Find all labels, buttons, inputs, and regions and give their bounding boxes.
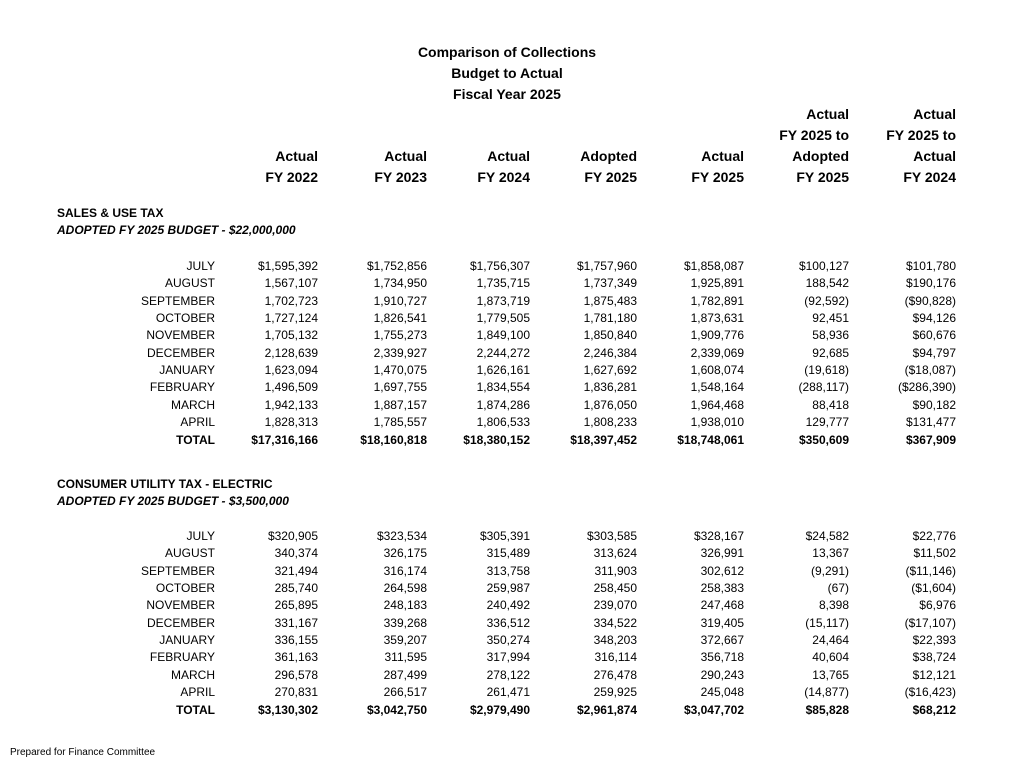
table-cell: $131,477: [905, 415, 956, 429]
table-cell: (14,877): [804, 685, 849, 699]
table-cell: $1,752,856: [366, 259, 427, 273]
table-cell: $2,979,490: [469, 703, 530, 717]
table-cell: 285,740: [274, 581, 318, 595]
table-cell: 2,246,384: [583, 346, 637, 360]
table-cell: 1,942,133: [264, 398, 318, 412]
table-cell: 13,765: [812, 668, 849, 682]
table-cell: $12,121: [912, 668, 956, 682]
table-cell: 1,850,840: [583, 328, 637, 342]
table-cell: 8,398: [818, 598, 849, 612]
table-cell: ($1,604): [911, 581, 956, 595]
table-row: [0, 667, 1014, 684]
table-cell: 1,496,509: [264, 380, 318, 394]
table-row: [0, 275, 1014, 292]
table-cell: 1,627,692: [583, 363, 637, 377]
table-cell: 1,548,164: [690, 380, 744, 394]
column-header-line: Actual: [384, 148, 427, 164]
table-cell: 258,383: [700, 581, 744, 595]
table-cell: $3,130,302: [257, 703, 318, 717]
table-cell: (9,291): [810, 564, 849, 578]
table-cell: 1,909,776: [690, 328, 744, 342]
table-cell: 1,608,074: [690, 363, 744, 377]
table-cell: (19,618): [804, 363, 849, 377]
month-label: MARCH: [171, 398, 215, 412]
column-header-line: Actual: [913, 148, 956, 164]
table-cell: 1,755,273: [373, 328, 427, 342]
month-label: APRIL: [180, 685, 215, 699]
table-cell: 1,705,132: [264, 328, 318, 342]
table-cell: $22,393: [912, 633, 956, 647]
footer-note: Prepared for Finance Committee: [10, 747, 156, 758]
table-cell: 316,114: [594, 650, 637, 664]
month-label: OCTOBER: [155, 581, 215, 595]
table-cell: $350,609: [798, 433, 849, 447]
month-label: FEBRUARY: [149, 650, 215, 664]
table-cell: 339,268: [383, 616, 427, 630]
table-cell: $367,909: [905, 433, 956, 447]
table-cell: 1,623,094: [264, 363, 318, 377]
table-cell: $94,797: [912, 346, 956, 360]
table-cell: 319,405: [700, 616, 744, 630]
table-cell: $68,212: [912, 703, 956, 717]
table-cell: 334,522: [593, 616, 637, 630]
table-cell: 13,367: [812, 546, 849, 560]
table-cell: $190,176: [905, 276, 956, 290]
table-cell: 265,895: [274, 598, 318, 612]
table-row: [0, 310, 1014, 327]
table-cell: 326,991: [700, 546, 744, 560]
table-row: [0, 414, 1014, 431]
table-cell: $1,595,392: [257, 259, 318, 273]
table-cell: $18,380,152: [463, 433, 530, 447]
table-cell: 1,910,727: [373, 294, 427, 308]
table-cell: $3,047,702: [683, 703, 744, 717]
table-cell: 266,517: [383, 685, 427, 699]
report-title-line1: Comparison of Collections: [417, 44, 597, 60]
month-label: APRIL: [180, 415, 215, 429]
table-cell: 1,964,468: [690, 398, 744, 412]
table-cell: $18,748,061: [677, 433, 744, 447]
table-cell: $22,776: [912, 529, 956, 543]
table-cell: 321,494: [274, 564, 318, 578]
column-header-line: Adopted: [580, 148, 637, 164]
month-label: MARCH: [171, 668, 215, 682]
table-cell: $323,534: [376, 529, 427, 543]
table-cell: 311,595: [384, 650, 427, 664]
table-cell: 315,489: [486, 546, 530, 560]
total-row: [0, 432, 1014, 449]
table-cell: $18,160,818: [360, 433, 427, 447]
column-header: [816, 104, 956, 188]
table-cell: ($11,146): [905, 564, 956, 578]
table-row: [0, 580, 1014, 597]
table-cell: 311,903: [594, 564, 637, 578]
table-cell: 1,925,891: [690, 276, 744, 290]
table-row: [0, 615, 1014, 632]
column-header-line: FY 2024: [477, 169, 530, 185]
table-cell: 302,612: [700, 564, 744, 578]
table-cell: $11,502: [913, 546, 956, 560]
total-row: [0, 702, 1014, 719]
table-cell: $24,582: [805, 529, 849, 543]
table-cell: 1,734,950: [373, 276, 427, 290]
table-cell: 1,781,180: [583, 311, 637, 325]
table-cell: ($18,087): [904, 363, 956, 377]
table-cell: 259,987: [486, 581, 530, 595]
column-header-line: Actual: [913, 106, 956, 122]
month-label: NOVEMBER: [146, 328, 215, 342]
table-cell: 1,735,715: [476, 276, 530, 290]
table-cell: $18,397,452: [570, 433, 637, 447]
table-cell: 1,873,631: [690, 311, 744, 325]
table-cell: ($90,828): [904, 294, 956, 308]
month-label: SEPTEMBER: [140, 294, 215, 308]
table-cell: 359,207: [383, 633, 427, 647]
table-cell: 1,875,483: [583, 294, 637, 308]
table-cell: $320,905: [267, 529, 318, 543]
column-header-line: FY 2025: [796, 169, 849, 185]
table-cell: 1,626,161: [476, 363, 530, 377]
table-cell: 348,203: [593, 633, 637, 647]
table-cell: $17,316,166: [251, 433, 318, 447]
table-cell: 296,578: [274, 668, 318, 682]
table-cell: 2,339,927: [373, 346, 427, 360]
table-cell: (92,592): [804, 294, 849, 308]
table-row: [0, 545, 1014, 562]
table-cell: $305,391: [479, 529, 530, 543]
table-cell: 240,492: [486, 598, 530, 612]
table-cell: 247,468: [700, 598, 744, 612]
table-cell: 261,471: [486, 685, 530, 699]
total-label: TOTAL: [176, 433, 215, 447]
table-row: [0, 528, 1014, 545]
table-row: [0, 258, 1014, 275]
report-title-line2: Budget to Actual: [451, 65, 563, 81]
table-cell: ($286,390): [897, 380, 956, 394]
table-cell: 313,624: [593, 546, 637, 560]
month-label: FEBRUARY: [149, 380, 215, 394]
table-cell: $303,585: [586, 529, 637, 543]
table-cell: $90,182: [912, 398, 956, 412]
table-cell: 248,183: [383, 598, 427, 612]
table-cell: 287,499: [383, 668, 427, 682]
table-cell: ($17,107): [904, 616, 956, 630]
table-row: [0, 563, 1014, 580]
table-cell: 129,777: [805, 415, 849, 429]
total-label: TOTAL: [176, 703, 215, 717]
table-row: [0, 649, 1014, 666]
table-cell: 1,938,010: [690, 415, 744, 429]
table-cell: $60,676: [912, 328, 956, 342]
table-cell: 350,274: [486, 633, 530, 647]
table-cell: 1,567,107: [264, 276, 318, 290]
section-budget-subtitle: ADOPTED FY 2025 BUDGET - $22,000,000: [57, 223, 296, 237]
table-cell: 258,450: [593, 581, 637, 595]
report-title-line3: Fiscal Year 2025: [453, 86, 561, 102]
table-cell: ($16,423): [904, 685, 956, 699]
table-cell: (67): [827, 581, 849, 595]
month-label: JANUARY: [159, 363, 215, 377]
table-row: [0, 597, 1014, 614]
table-cell: 1,697,755: [373, 380, 427, 394]
table-cell: 264,598: [383, 581, 427, 595]
column-header-line: Actual: [701, 148, 744, 164]
table-cell: 331,167: [274, 616, 318, 630]
month-label: JULY: [186, 259, 215, 273]
table-cell: 40,604: [812, 650, 849, 664]
table-cell: 92,451: [812, 311, 849, 325]
column-header-line: Actual: [487, 148, 530, 164]
table-row: [0, 397, 1014, 414]
table-cell: 1,702,723: [264, 294, 318, 308]
table-cell: 1,785,557: [373, 415, 427, 429]
table-cell: 276,478: [593, 668, 637, 682]
section-title: CONSUMER UTILITY TAX - ELECTRIC: [57, 477, 273, 491]
table-cell: 336,512: [486, 616, 530, 630]
section-title: SALES & USE TAX: [57, 206, 164, 220]
table-cell: 1,727,124: [264, 311, 318, 325]
table-cell: $100,127: [798, 259, 849, 273]
table-cell: (288,117): [798, 380, 849, 394]
column-header-line: FY 2022: [265, 169, 318, 185]
table-cell: $328,167: [693, 529, 744, 543]
table-cell: 336,155: [274, 633, 318, 647]
table-cell: 356,718: [700, 650, 744, 664]
table-cell: 278,122: [486, 668, 530, 682]
table-cell: 316,174: [383, 564, 427, 578]
column-header-line: FY 2025 to: [779, 127, 849, 143]
table-cell: $1,757,960: [576, 259, 637, 273]
column-header-line: FY 2025: [691, 169, 744, 185]
table-row: [0, 345, 1014, 362]
table-row: [0, 632, 1014, 649]
month-label: JANUARY: [159, 633, 215, 647]
month-label: DECEMBER: [146, 616, 215, 630]
table-row: [0, 684, 1014, 701]
table-cell: 1,806,533: [476, 415, 530, 429]
table-cell: (15,117): [805, 616, 849, 630]
column-header-line: FY 2025 to: [886, 127, 956, 143]
table-cell: 1,782,891: [690, 294, 744, 308]
month-label: JULY: [186, 529, 215, 543]
table-cell: $85,828: [805, 703, 849, 717]
table-cell: 239,070: [593, 598, 637, 612]
table-cell: 290,243: [700, 668, 744, 682]
table-cell: $1,756,307: [469, 259, 530, 273]
table-cell: 2,128,639: [264, 346, 318, 360]
table-cell: 326,175: [383, 546, 427, 560]
column-header-line: FY 2024: [903, 169, 956, 185]
month-label: OCTOBER: [155, 311, 215, 325]
table-cell: 259,925: [593, 685, 637, 699]
table-cell: 188,542: [805, 276, 849, 290]
table-cell: 340,374: [274, 546, 318, 560]
table-cell: 1,808,233: [583, 415, 637, 429]
table-cell: 2,339,069: [690, 346, 744, 360]
month-label: SEPTEMBER: [140, 564, 215, 578]
month-label: AUGUST: [164, 546, 215, 560]
month-label: DECEMBER: [146, 346, 215, 360]
table-cell: 1,826,541: [373, 311, 427, 325]
table-cell: 1,887,157: [373, 398, 427, 412]
table-cell: 58,936: [812, 328, 849, 342]
table-cell: 313,758: [486, 564, 530, 578]
table-cell: $38,724: [912, 650, 956, 664]
table-cell: 1,470,075: [373, 363, 427, 377]
table-cell: $1,858,087: [683, 259, 744, 273]
table-cell: $3,042,750: [366, 703, 427, 717]
table-cell: $2,961,874: [576, 703, 637, 717]
table-row: [0, 362, 1014, 379]
table-cell: 372,667: [700, 633, 744, 647]
column-header-line: Adopted: [792, 148, 849, 164]
column-header-line: FY 2023: [374, 169, 427, 185]
table-cell: 1,876,050: [583, 398, 637, 412]
table-cell: 92,685: [812, 346, 849, 360]
column-header-line: FY 2025: [584, 169, 637, 185]
table-cell: 1,828,313: [264, 415, 318, 429]
column-header-line: Actual: [275, 148, 318, 164]
month-label: NOVEMBER: [146, 598, 215, 612]
column-header-line: Actual: [806, 106, 849, 122]
section-budget-subtitle: ADOPTED FY 2025 BUDGET - $3,500,000: [57, 494, 289, 508]
table-cell: 1,873,719: [476, 294, 530, 308]
table-row: [0, 327, 1014, 344]
table-cell: $101,780: [905, 259, 956, 273]
table-cell: 88,418: [812, 398, 849, 412]
table-row: [0, 293, 1014, 310]
month-label: AUGUST: [164, 276, 215, 290]
table-cell: 1,874,286: [476, 398, 530, 412]
table-cell: 1,779,505: [476, 311, 530, 325]
table-row: [0, 379, 1014, 396]
table-cell: 1,737,349: [583, 276, 637, 290]
table-cell: 2,244,272: [476, 346, 530, 360]
table-cell: 1,849,100: [476, 328, 530, 342]
table-cell: 270,831: [274, 685, 318, 699]
table-cell: 361,163: [274, 650, 318, 664]
table-cell: 1,836,281: [583, 380, 637, 394]
table-cell: $6,976: [919, 598, 956, 612]
table-cell: 245,048: [700, 685, 744, 699]
table-cell: 317,994: [486, 650, 530, 664]
table-cell: 1,834,554: [476, 380, 530, 394]
table-cell: $94,126: [912, 311, 956, 325]
table-cell: 24,464: [812, 633, 849, 647]
